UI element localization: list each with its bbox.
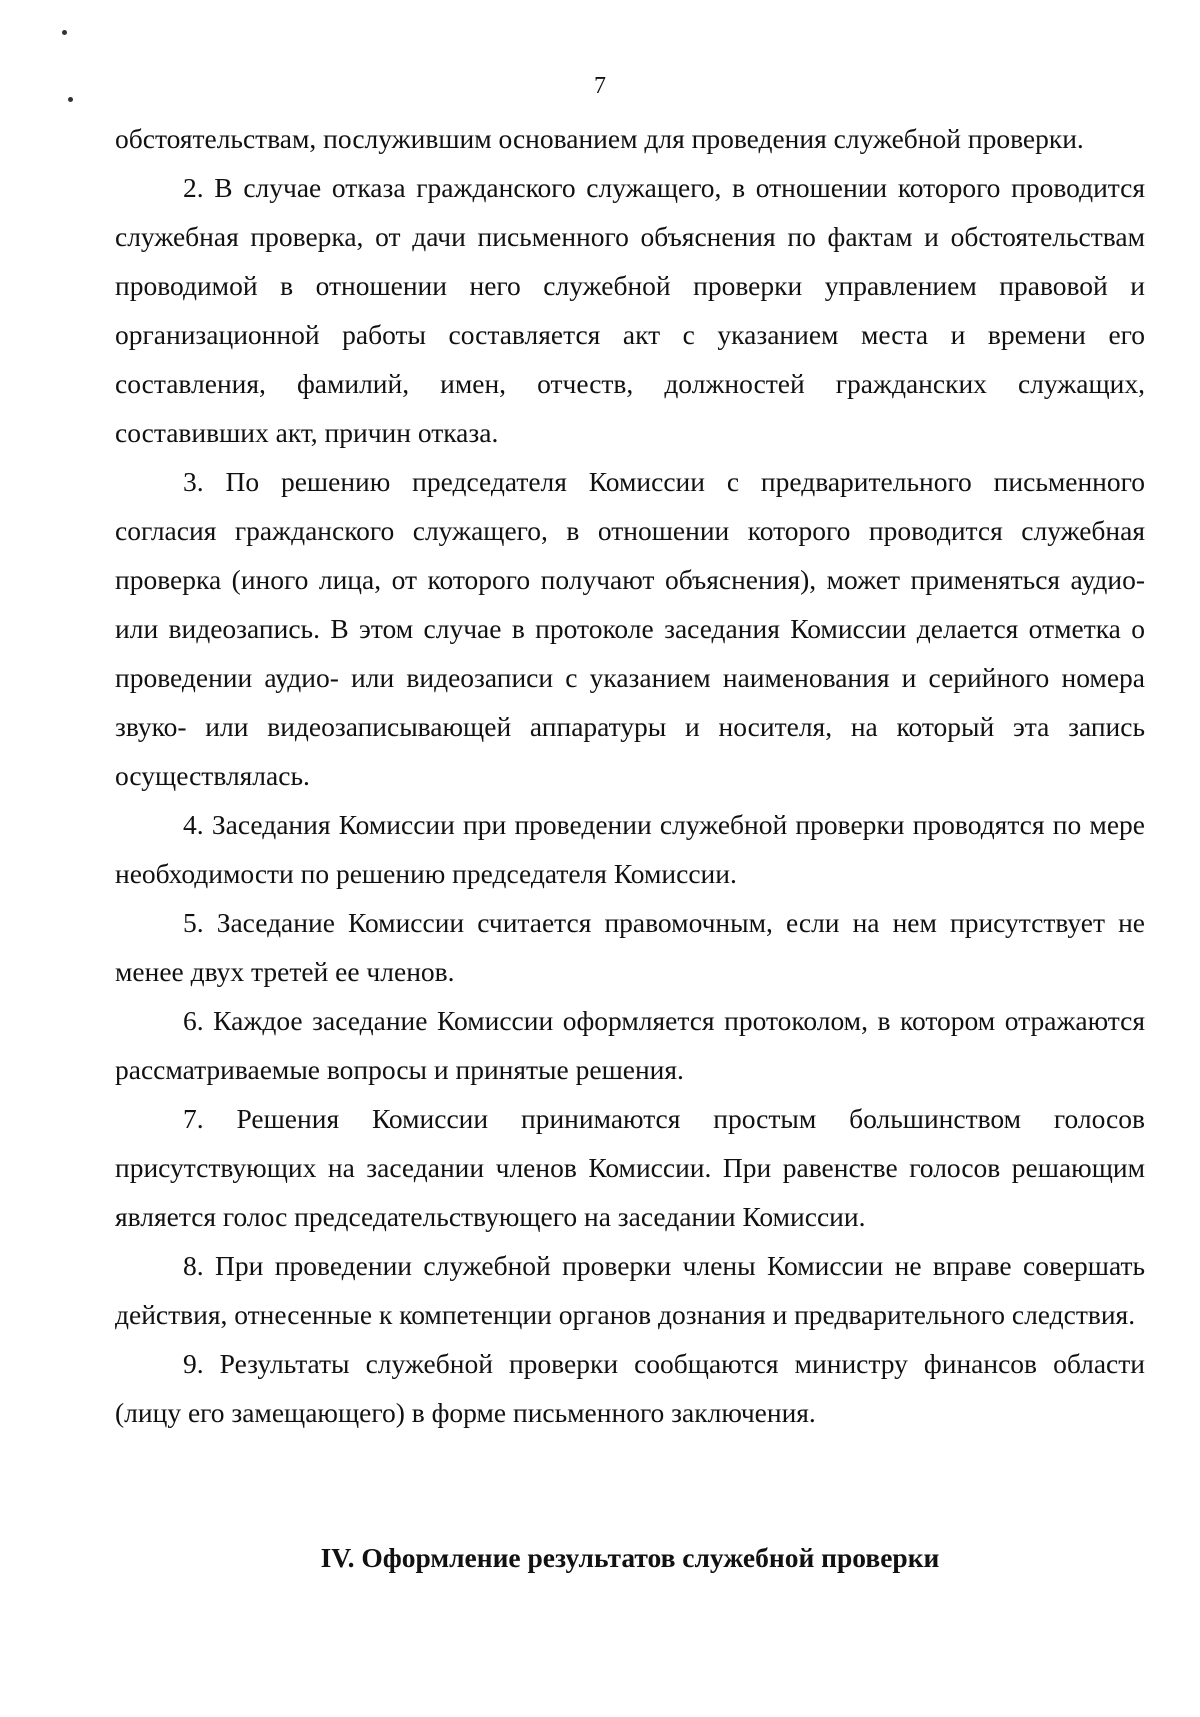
paragraph-item-5: 5. Заседание Комиссии считается правомочным, если на нем присутствует не менее двух третей ее членов. xyxy=(115,907,1145,987)
paragraph-item-8: 8. При проведении служебной проверки члены Комиссии не вправе совершать действия, отнесенные к компетенции органов дознания и предварительного следствия. xyxy=(115,1250,1145,1330)
paragraph-item-3: 3. По решению председателя Комиссии с предварительного письменного согласия гражданского служащего, в отношении которого проводится служебная проверка (иного лица, от которого получают объяснения), может применяться аудио- или видеозапись. В этом случае в протоколе заседания Комиссии делается отметка о проведении аудио- или видеозаписи с указанием наименования и серийного номера звуко- или видеозаписывающей аппаратуры и носителя, на который эта запись осуществлялась. xyxy=(115,466,1145,791)
paragraph-continuation: обстоятельствам, послужившим основанием для проведения служебной проверки. xyxy=(115,123,1084,154)
page-number: 7 xyxy=(594,73,606,99)
paragraph-item-9: 9. Результаты служебной проверки сообщаются министру финансов области (лицу его замещающего) в форме письменного заключения. xyxy=(115,1348,1145,1428)
section-heading: IV. Оформление результатов служебной проверки xyxy=(320,1542,940,1573)
paragraph-item-4: 4. Заседания Комиссии при проведении служебной проверки проводятся по мере необходимости по решению председателя Комиссии. xyxy=(115,809,1145,889)
paragraph-item-7: 7. Решения Комиссии принимаются простым большинством голосов присутствующих на заседании членов Комиссии. При равенстве голосов решающим является голос председательствующего на заседании Комиссии. xyxy=(115,1103,1145,1232)
paragraph-item-2: 2. В случае отказа гражданского служащего, в отношении которого проводится служебная проверка, от дачи письменного объяснения по фактам и обстоятельствам проводимой в отношении него служебной проверки управлением правовой и организационной работы составляется акт с указанием места и времени его составления, фамилий, имен, отчеств, должностей гражданских служащих, составивших акт, причин отказа. xyxy=(115,172,1145,448)
scan-artifact-dot xyxy=(62,30,67,35)
paragraph-item-6: 6. Каждое заседание Комиссии оформляется протоколом, в котором отражаются рассматриваемые вопросы и принятые решения. xyxy=(115,1005,1145,1085)
document-body xyxy=(115,114,1145,1437)
